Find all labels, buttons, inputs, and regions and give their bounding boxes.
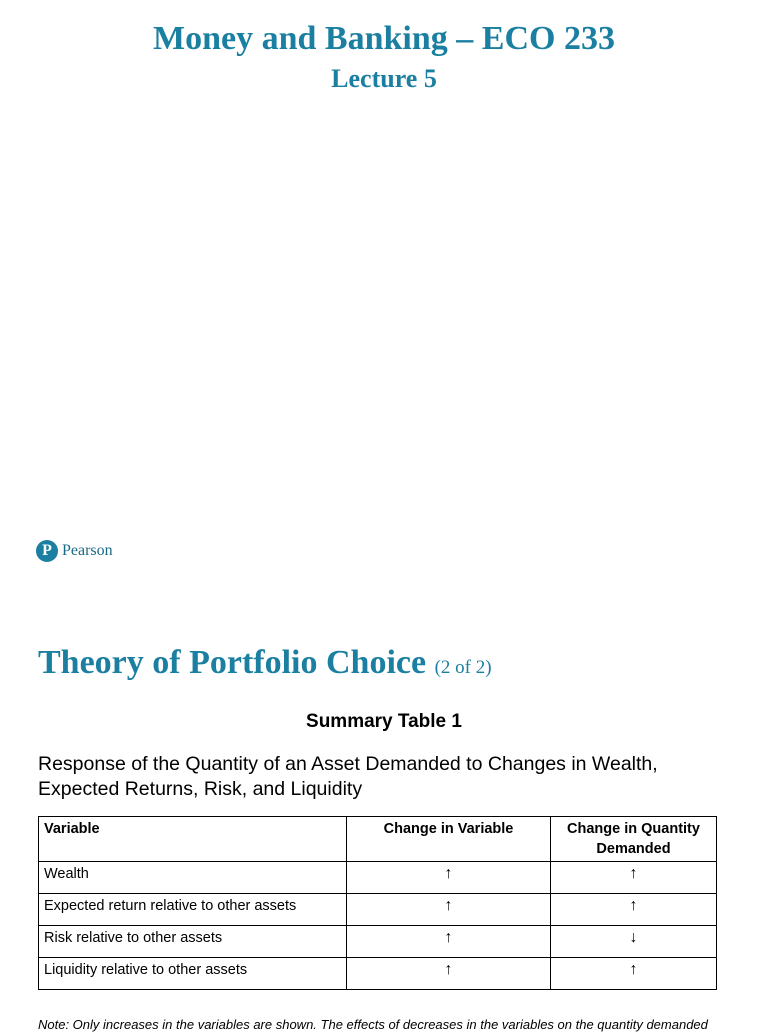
table-note: Note: Only increases in the variables are shown. The effects of decreases in the variables on the quantity demanded xyxy=(38,1017,708,1032)
table-title: Summary Table 1 xyxy=(306,711,462,732)
table-row xyxy=(39,894,717,926)
cell-variable: Risk relative to other assets xyxy=(39,926,347,958)
content-slide xyxy=(0,600,768,1024)
table-caption: Response of the Quantity of an Asset Demanded to Changes in Wealth, Expected Returns, Risk, and Liquidity xyxy=(38,753,658,800)
table-header-row xyxy=(39,817,717,862)
pearson-logo-text: Pearson xyxy=(62,542,113,559)
slide-title: Money and Banking – ECO 233 xyxy=(153,20,615,57)
cell-demand-arrow: ↓ xyxy=(551,926,717,958)
cell-variable: Liquidity relative to other assets xyxy=(39,958,347,990)
pearson-logo xyxy=(36,540,113,562)
cell-demand-arrow: ↑ xyxy=(551,862,717,894)
column-header-change: Change in Variable xyxy=(347,817,551,862)
slide-heading xyxy=(38,644,492,682)
slide-heading-text: Theory of Portfolio Choice xyxy=(38,644,427,681)
column-header-variable: Variable xyxy=(39,817,347,862)
cell-variable: Expected return relative to other assets xyxy=(39,894,347,926)
cell-change-arrow: ↑ xyxy=(347,894,551,926)
pearson-logo-icon: P xyxy=(36,540,58,562)
slide-heading-page: (2 of 2) xyxy=(434,657,492,678)
table-row xyxy=(39,862,717,894)
cell-demand-arrow: ↑ xyxy=(551,958,717,990)
cell-variable: Wealth xyxy=(39,862,347,894)
cell-change-arrow: ↑ xyxy=(347,958,551,990)
cell-change-arrow: ↑ xyxy=(347,926,551,958)
summary-table xyxy=(38,816,717,990)
column-header-demand: Change in Quantity Demanded xyxy=(551,817,717,862)
cell-change-arrow: ↑ xyxy=(347,862,551,894)
slide-subtitle: Lecture 5 xyxy=(331,64,437,93)
cell-demand-arrow: ↑ xyxy=(551,894,717,926)
table-row xyxy=(39,958,717,990)
table-row xyxy=(39,926,717,958)
